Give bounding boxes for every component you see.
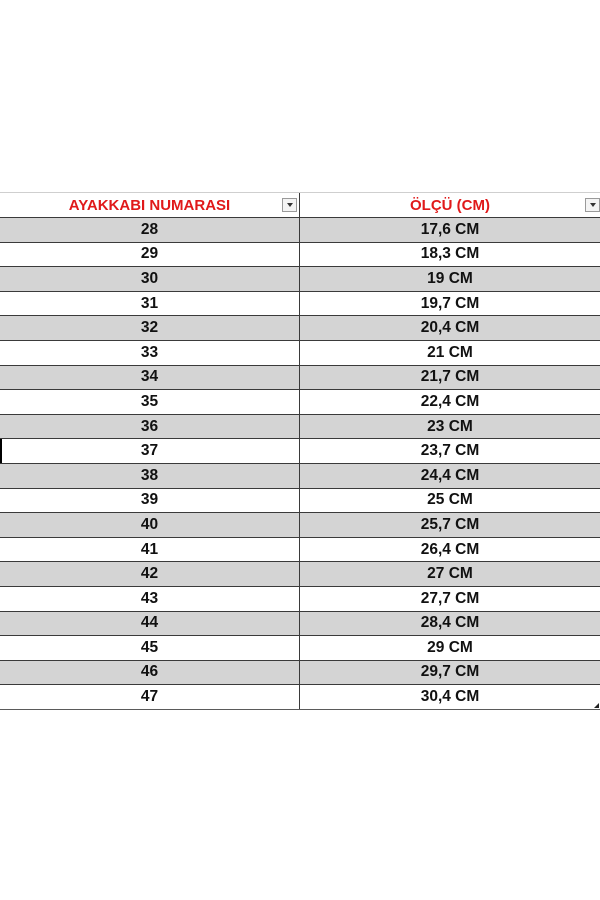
filter-dropdown-icon[interactable] [282, 198, 297, 212]
table-row [0, 341, 600, 366]
shoe-size-cell[interactable]: 39 [0, 489, 300, 513]
table-row [0, 661, 600, 686]
shoe-size-cell[interactable]: 29 [0, 243, 300, 267]
filter-dropdown-icon[interactable] [585, 198, 600, 212]
shoe-size-cell[interactable]: 34 [0, 366, 300, 390]
measure-cell[interactable]: 22,4 CM [420, 392, 480, 410]
measure-cell[interactable]: 27,7 CM [420, 589, 480, 607]
header-measure-label: ÖLÇÜ (CM) [410, 196, 490, 214]
measure-cell[interactable]: 21 CM [427, 343, 473, 361]
measure-cell[interactable]: 25 CM [427, 491, 473, 509]
measure-cell[interactable]: 27 CM [427, 565, 473, 583]
table-row [0, 513, 600, 538]
table-row [0, 390, 600, 415]
shoe-size-cell[interactable]: 46 [0, 661, 300, 685]
shoe-size-cell[interactable]: 33 [0, 341, 300, 365]
measure-cell[interactable]: 21,7 CM [420, 368, 480, 386]
measure-cell[interactable]: 24,4 CM [420, 466, 480, 484]
table-row [0, 316, 600, 341]
table-row [0, 489, 600, 514]
table-row [0, 538, 600, 563]
measure-cell[interactable]: 25,7 CM [420, 515, 480, 533]
shoe-size-cell[interactable]: 30 [0, 267, 300, 291]
table-row [0, 366, 600, 391]
table-row [0, 439, 600, 464]
header-measure[interactable] [300, 193, 600, 217]
table-row [0, 267, 600, 292]
table-body [0, 218, 600, 710]
shoe-size-cell[interactable]: 42 [0, 562, 300, 586]
measure-cell[interactable]: 19 CM [427, 269, 473, 287]
shoe-size-cell[interactable]: 37 [0, 439, 300, 463]
table-row [0, 243, 600, 268]
table-header-row [0, 192, 600, 218]
measure-cell[interactable]: 29 CM [427, 638, 473, 656]
table-row [0, 636, 600, 661]
shoe-size-cell[interactable]: 47 [0, 685, 300, 709]
shoe-size-cell[interactable]: 38 [0, 464, 300, 488]
measure-cell[interactable]: 26,4 CM [420, 540, 480, 558]
table-row [0, 464, 600, 489]
shoe-size-cell[interactable]: 44 [0, 612, 300, 636]
shoe-size-cell[interactable]: 35 [0, 390, 300, 414]
shoe-size-cell[interactable]: 32 [0, 316, 300, 340]
shoe-size-cell[interactable]: 36 [0, 415, 300, 439]
measure-cell[interactable]: 29,7 CM [420, 663, 480, 681]
table-row [0, 562, 600, 587]
shoe-size-cell[interactable]: 40 [0, 513, 300, 537]
measure-cell[interactable]: 30,4 CM [300, 685, 600, 709]
measure-cell[interactable]: 23 CM [427, 417, 473, 435]
table-row [0, 292, 600, 317]
shoe-size-cell[interactable]: 41 [0, 538, 300, 562]
header-shoe-size[interactable] [0, 193, 300, 217]
measure-cell[interactable]: 20,4 CM [420, 319, 480, 337]
header-shoe-size-label: AYAKKABI NUMARASI [68, 196, 231, 214]
table-row [0, 612, 600, 637]
measure-cell[interactable]: 19,7 CM [420, 294, 480, 312]
measure-cell[interactable]: 28,4 CM [420, 614, 480, 632]
measure-cell[interactable]: 17,6 CM [420, 220, 480, 238]
measure-cell[interactable]: 18,3 CM [420, 245, 480, 263]
size-chart-table [0, 192, 600, 710]
shoe-size-cell[interactable]: 45 [0, 636, 300, 660]
measure-cell[interactable]: 23,7 CM [420, 442, 480, 460]
shoe-size-cell[interactable]: 28 [0, 218, 300, 242]
table-row [0, 218, 600, 243]
table-resize-handle-icon[interactable] [594, 703, 599, 708]
shoe-size-cell[interactable]: 31 [0, 292, 300, 316]
table-row [0, 685, 600, 710]
table-row [0, 587, 600, 612]
shoe-size-cell[interactable]: 43 [0, 587, 300, 611]
table-row [0, 415, 600, 440]
